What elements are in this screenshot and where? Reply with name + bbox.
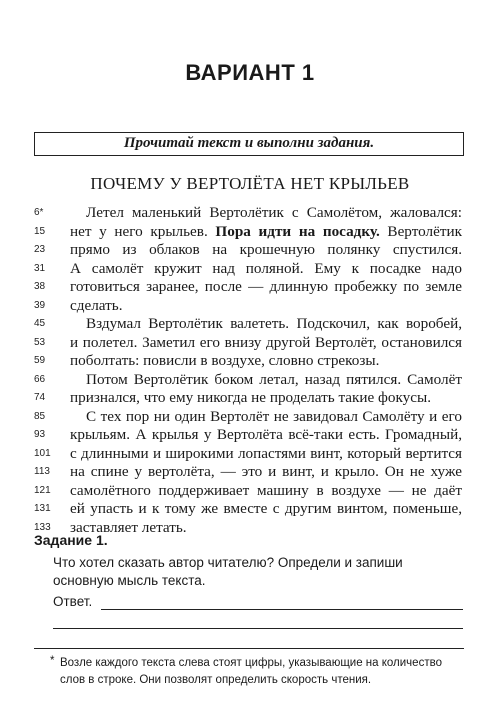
line-number: 113 <box>34 466 50 477</box>
answer-line[interactable] <box>53 628 463 629</box>
text-run: крыльям. А крылья у Вертолёта всё-таки есть. Громадный, <box>70 426 462 443</box>
line-number: 85 <box>34 410 46 422</box>
text-run: самолётного поддерживает машину в воздухе — не даёт <box>70 481 462 499</box>
text-line <box>70 334 462 353</box>
text-line <box>70 223 462 242</box>
text-run: заставляет летать. <box>70 518 187 536</box>
answer-line[interactable] <box>101 609 463 610</box>
line-number: 53 <box>34 336 46 348</box>
text-line <box>70 519 462 538</box>
text-line <box>70 260 462 279</box>
instruction-box: Прочитай текст и выполни задания. <box>34 132 464 156</box>
text-run: на спине у вертолёта, — это и винт, и крыло. Он не хуже <box>70 463 462 480</box>
line-number: 6* <box>34 207 44 218</box>
text-line <box>70 315 462 334</box>
footnote-text: Возле каждого текста слева стоят цифры, указывающие на количество слов в строке. Они позволят определить скорость чтения. <box>60 657 442 686</box>
text-run: с длинными и широкими лопастями винт, который вертится <box>70 444 462 462</box>
text-line <box>70 445 462 464</box>
line-number: 31 <box>34 262 46 274</box>
footnote-divider <box>34 648 464 649</box>
line-number: 59 <box>34 355 46 366</box>
footnote-star: * <box>50 655 55 667</box>
text-line <box>70 352 462 371</box>
text-line <box>70 204 462 223</box>
text-line <box>70 463 462 482</box>
text-run: прямо из облаков на крошечную полянку спустился. <box>70 241 462 258</box>
text-run: А самолёт кружит над поляной. Ему к посадке надо <box>70 259 462 277</box>
line-number: 66 <box>34 373 46 385</box>
text-run: Вздумал Вертолётик валететь. Подскочил, как воробей, <box>86 315 462 332</box>
story-title: ПОЧЕМУ У ВЕРТОЛЁТА НЕТ КРЫЛЬЕВ <box>90 174 410 193</box>
text-line <box>70 278 462 297</box>
line-number: 45 <box>34 318 46 329</box>
text-run: С тех пор ни один Вертолёт не завидовал Самолёту и его <box>86 407 462 425</box>
bold-text-run: Пора идти на посадку. <box>215 222 380 240</box>
text-line <box>70 500 462 519</box>
task-label: Задание 1. <box>34 532 108 548</box>
line-number: 39 <box>34 299 46 311</box>
answer-row <box>53 594 463 614</box>
line-number: 121 <box>34 484 51 496</box>
text-line <box>70 482 462 501</box>
text-line <box>70 297 462 316</box>
task-question: Что хотел сказать автор читателю? Определи и запиши основную мысль текста. <box>53 555 403 588</box>
answer-label: Ответ. <box>53 594 93 609</box>
line-number: 15 <box>34 225 46 237</box>
text-run: и полетел. Заметил его внизу другой Вертолёт, остановился <box>70 333 462 351</box>
variant-title: ВАРИАНТ 1 <box>185 60 315 85</box>
line-number: 74 <box>34 392 46 403</box>
line-number: 23 <box>34 244 46 255</box>
text-run: Летел маленький Вертолётик с Самолётом, жаловался: <box>86 204 462 221</box>
line-number: 131 <box>34 503 51 514</box>
line-number: 38 <box>34 281 46 292</box>
story-text <box>70 204 462 537</box>
text-line <box>70 426 462 445</box>
text-run: нет у него крыльев. <box>70 222 216 240</box>
line-number: 93 <box>34 429 46 440</box>
text-line <box>70 408 462 427</box>
line-number: 101 <box>34 447 51 459</box>
text-run: готовиться заранее, после — длинную пробежку по земле <box>70 278 462 295</box>
text-line <box>70 371 462 390</box>
text-run: признался, что ему никогда не проделать такие фокусы. <box>70 389 431 406</box>
line-number: 133 <box>34 521 51 533</box>
text-run: Вертолётик <box>379 222 462 240</box>
text-run: ей упасть и к тому же вместе с другим винтом, поменьше, <box>70 500 462 517</box>
text-run: поболтать: повисли в воздухе, словно стрекозы. <box>70 352 380 369</box>
text-line <box>70 241 462 260</box>
text-run: сделать. <box>70 296 123 314</box>
text-line <box>70 389 462 408</box>
text-run: Потом Вертолётик боком летал, назад пятился. Самолёт <box>86 370 462 388</box>
